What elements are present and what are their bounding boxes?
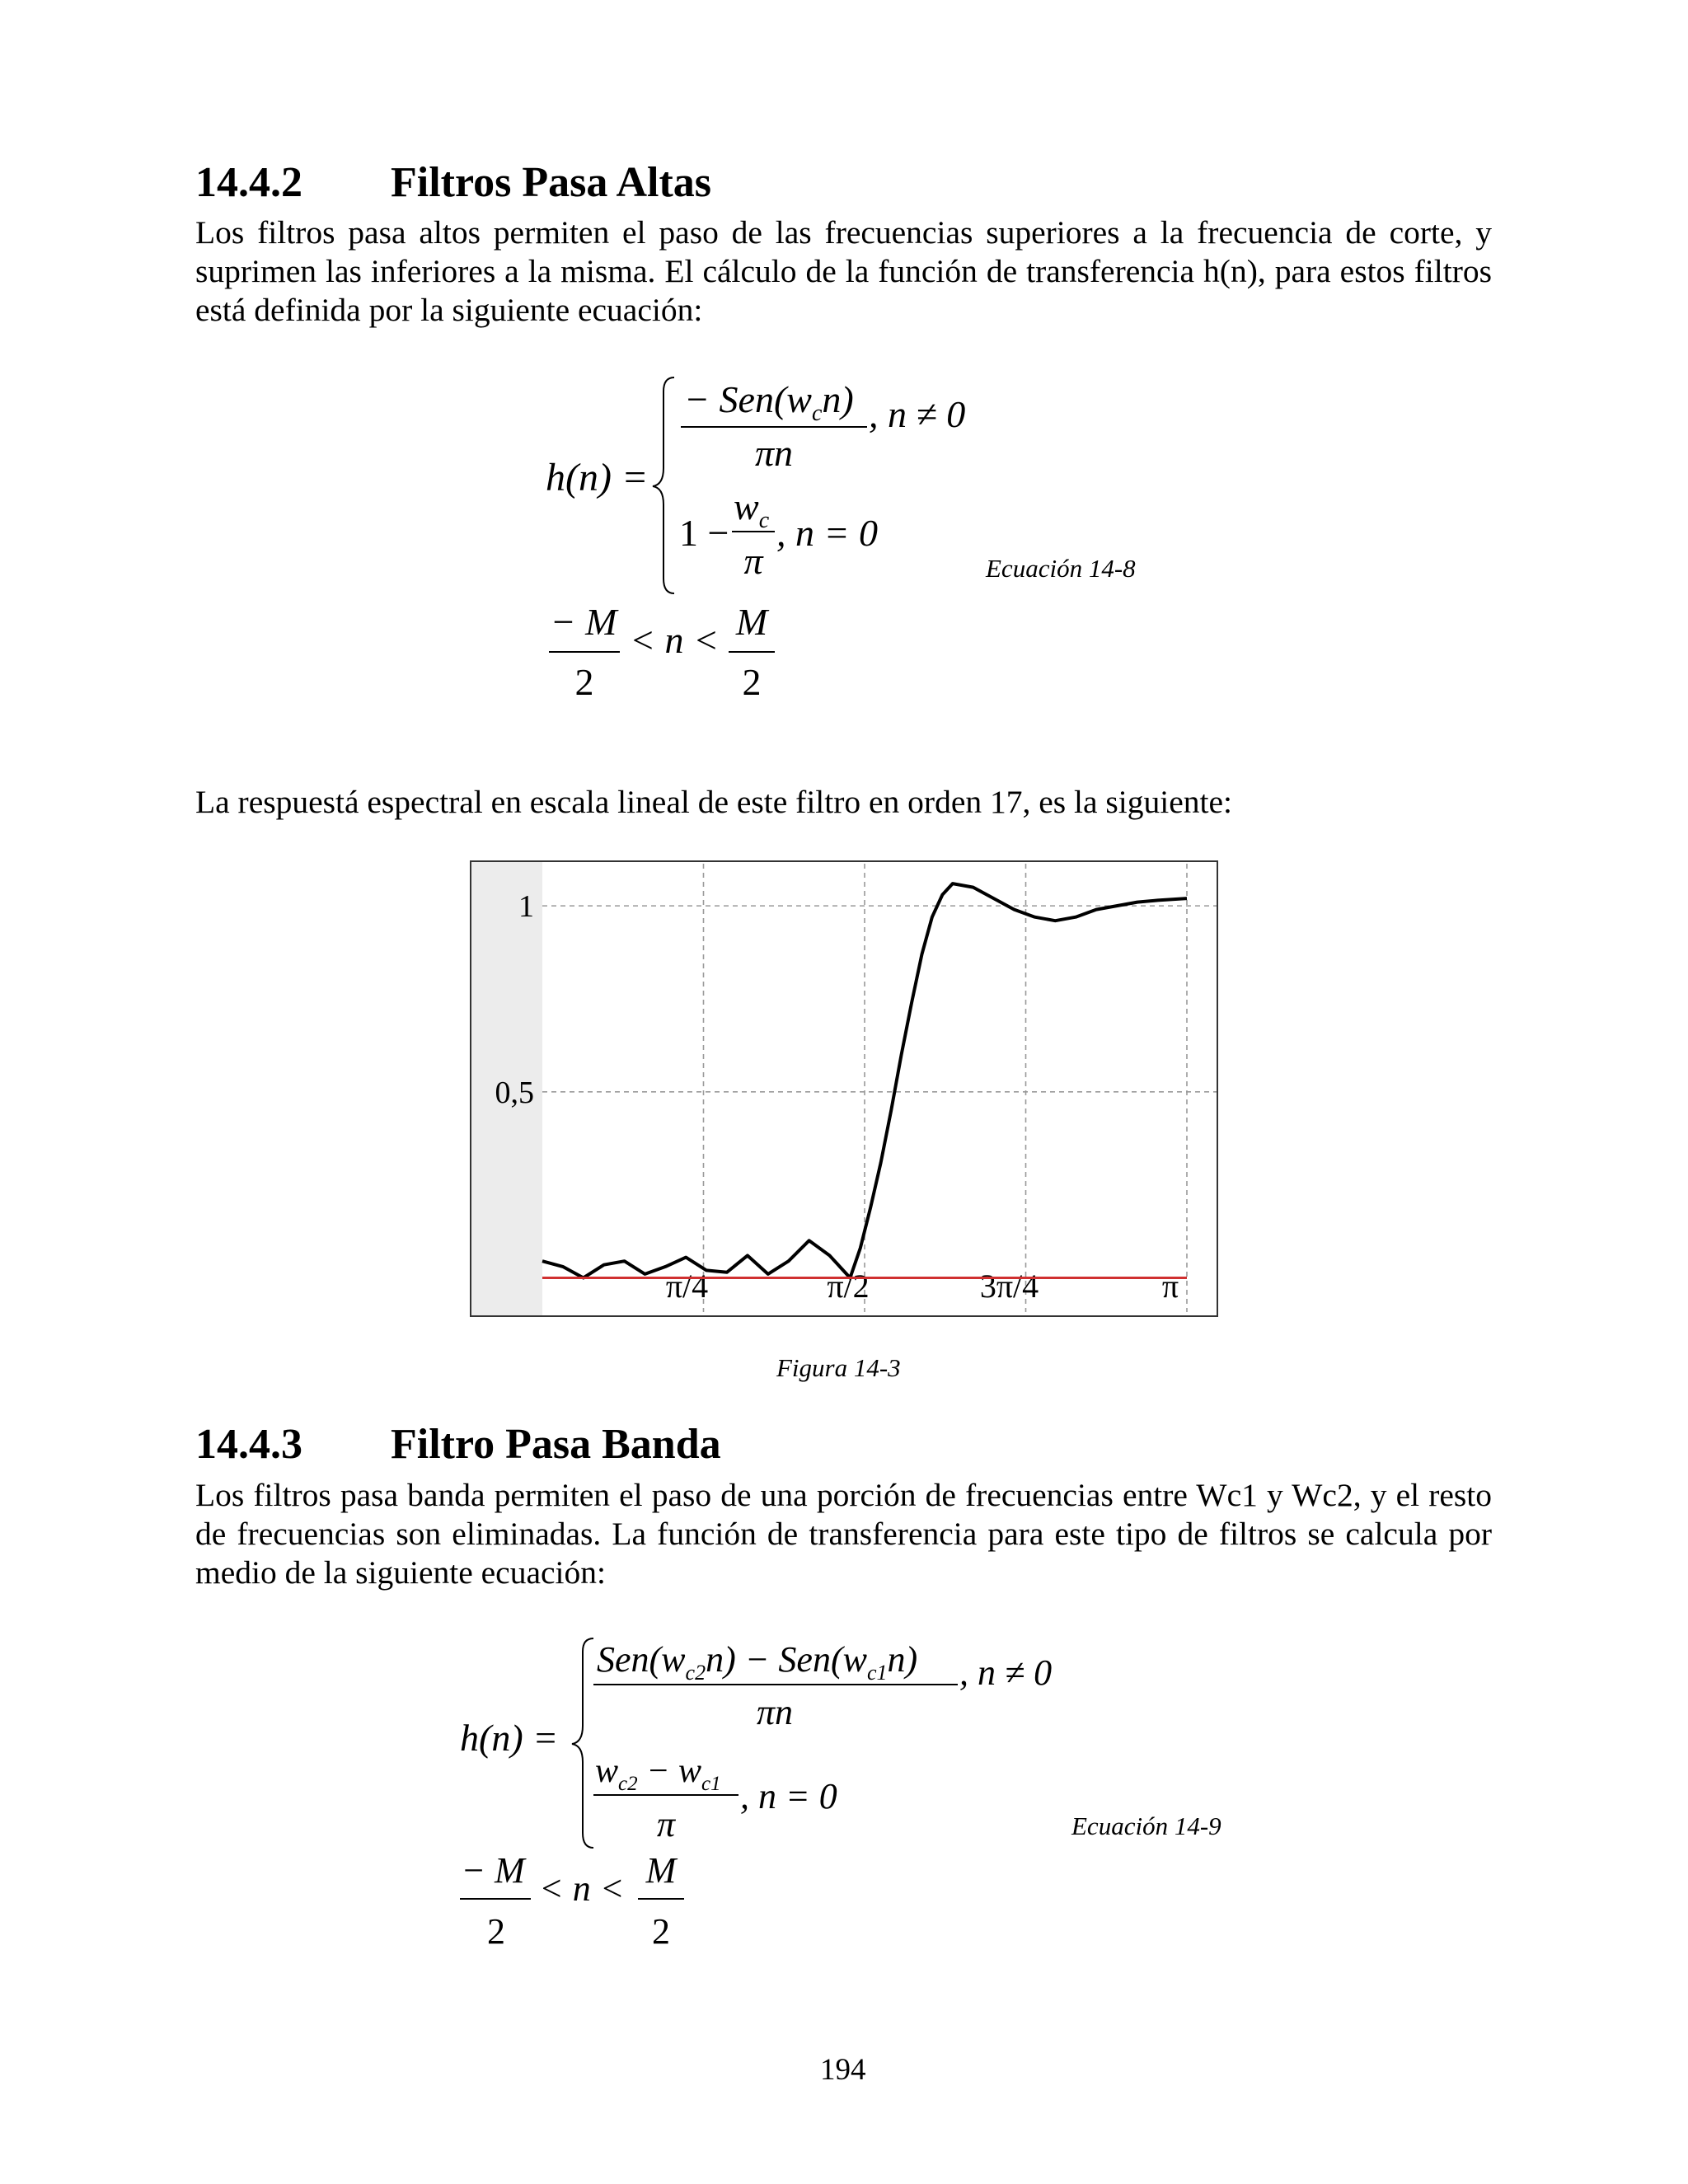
eq2-brace — [572, 1638, 593, 1848]
chart-x-tick-label: π/4 — [665, 1268, 709, 1305]
eq1-case2-one: 1 − — [679, 512, 729, 554]
eq1-case2-numerator: $w_c$ — [734, 485, 770, 533]
eq2-case2-condition: , n = 0 — [740, 1776, 837, 1816]
spectral-response-text: La respuestá espectral en escala lineal de este filtro en orden 17, es la siguiente: — [195, 784, 1232, 820]
eq2-range-left-numerator: − M — [461, 1850, 525, 1891]
eq2-range-right-numerator: M — [645, 1850, 677, 1891]
spectral-response-chart — [470, 860, 1218, 1317]
section-number: 14.4.2 — [195, 159, 302, 206]
eq2-case1-condition: , n ≠ 0 — [959, 1652, 1053, 1693]
eq1-case1-denominator: πn — [754, 432, 794, 474]
eq2-case2-denominator: π — [656, 1804, 676, 1844]
chart-frame — [471, 861, 1217, 1316]
chart-y-tick-label: 0,5 — [495, 1075, 534, 1110]
chart-y-tick-label: 1 — [518, 889, 534, 925]
eq1-case2-condition: , n = 0 — [776, 512, 879, 554]
page-number: 194 — [820, 2053, 866, 2087]
eq2-range-right-denominator: 2 — [652, 1911, 670, 1952]
chart-x-tick-label: π — [1161, 1268, 1179, 1305]
equation-label-14-9: Ecuación 14-9 — [1071, 1811, 1221, 1840]
paragraph-high-pass: Los filtros pasa altos permiten el paso de las frecuencias superiores a la frecuencia de corte, y suprimen las inferiores a la misma. El cálculo de la función de transferencia h(n), para estos filtros está definida por la siguiente ecuación: — [195, 214, 1492, 328]
eq2-range-left-denominator: 2 — [487, 1911, 505, 1952]
equation-label-14-8: Ecuación 14-8 — [986, 554, 1136, 583]
section-title: Filtro Pasa Banda — [391, 1421, 721, 1468]
chart-x-tick-label: π/2 — [827, 1268, 870, 1305]
section-title: Filtros Pasa Altas — [391, 159, 712, 206]
figure-caption: Figura 14-3 — [776, 1353, 901, 1382]
eq2-case1-numerator: $Sen(w_{c2}n) - Sen(w_{c1}n)$ — [597, 1639, 918, 1685]
eq2-lhs: h(n) = — [460, 1717, 559, 1759]
section-number: 14.4.3 — [195, 1421, 302, 1468]
eq1-case1-condition: , n ≠ 0 — [869, 393, 966, 435]
eq1-range-middle: < n < — [630, 619, 720, 661]
equation-14-9 — [445, 1625, 1071, 1955]
eq1-brace — [653, 377, 674, 593]
eq1-range-left-denominator: 2 — [574, 661, 594, 703]
eq1-case2-denominator: π — [743, 540, 763, 582]
eq1-range-left-numerator: − M — [550, 601, 617, 643]
eq1-range-right-denominator: 2 — [742, 661, 762, 703]
eq2-case1-denominator: πn — [756, 1692, 794, 1732]
paragraph-band-pass: Los filtros pasa banda permiten el paso de una porción de frecuencias entre Wc1 y Wc2, y el resto de frecuencias son eliminadas. La función de transferencia para este tipo de filtros se calcula por medio de la siguiente ecuación: — [195, 1477, 1492, 1591]
eq2-range-middle: < n < — [539, 1868, 625, 1909]
equation-14-8 — [528, 363, 989, 709]
eq1-range-right-numerator: M — [735, 601, 768, 643]
eq1-lhs: h(n) = — [546, 456, 649, 499]
eq1-case1-numerator: − $Sen(w_cn)$ — [684, 378, 854, 426]
chart-x-tick-label: 3π/4 — [979, 1268, 1039, 1305]
eq2-case2-numerator: $w_{c2} - w_{c1}$ — [595, 1752, 721, 1795]
